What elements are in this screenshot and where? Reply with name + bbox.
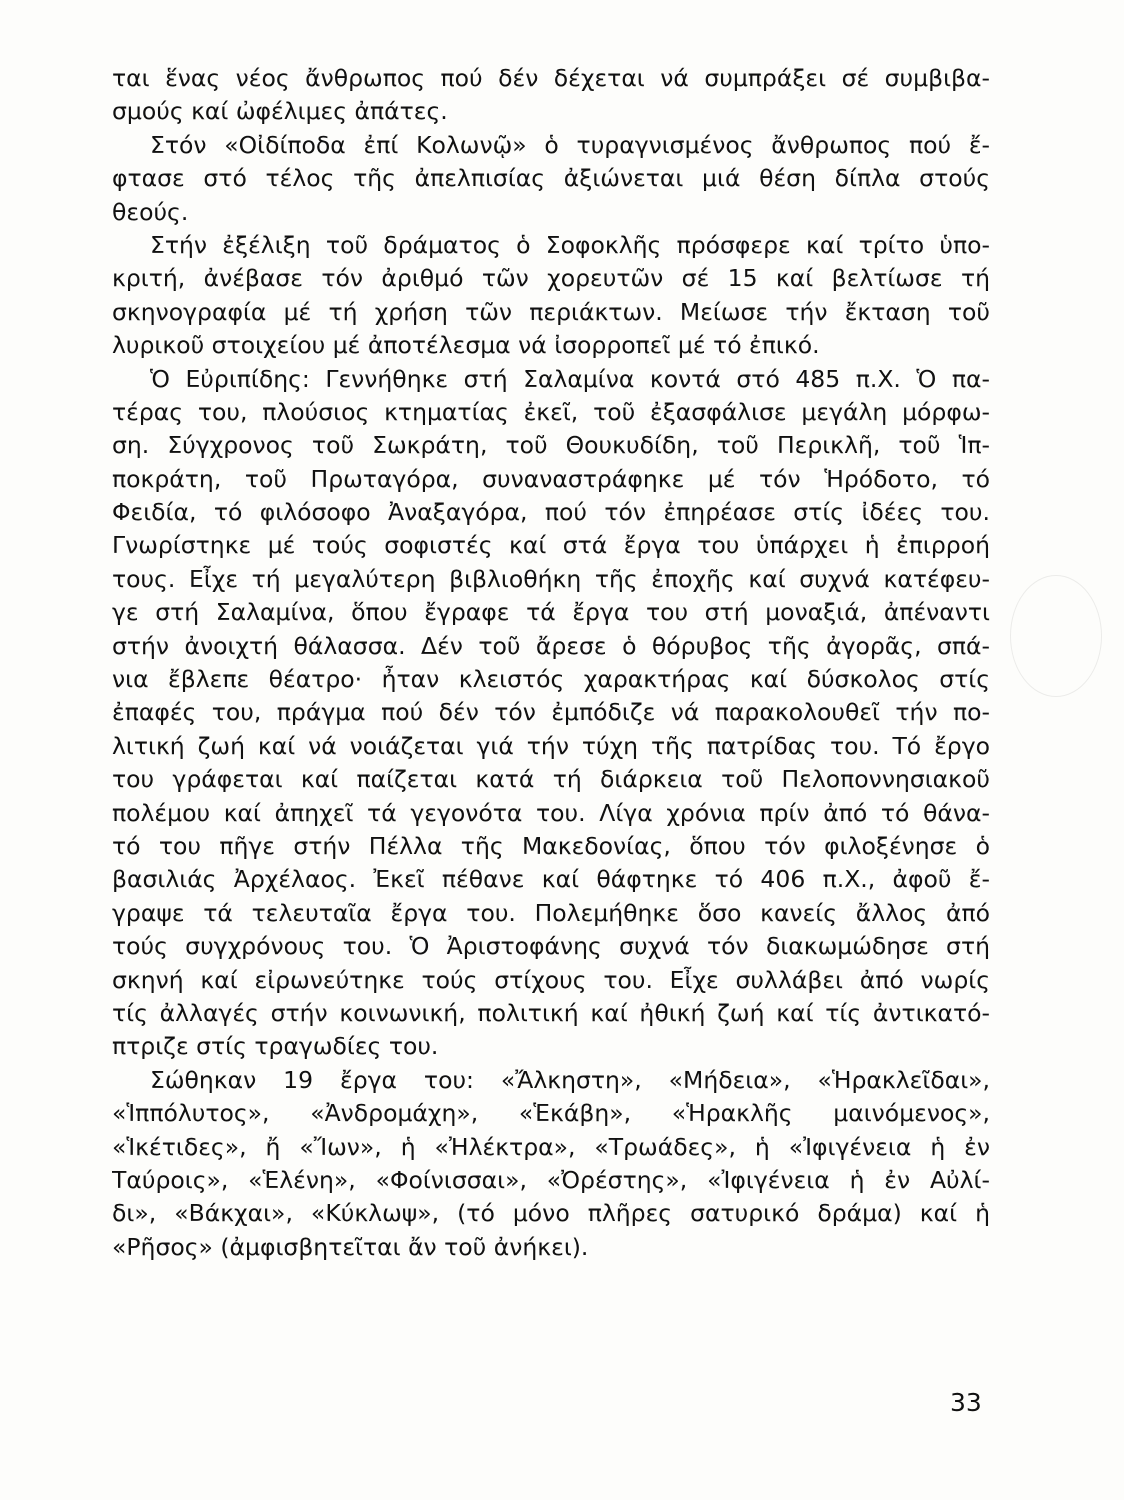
- text-line: του γράφεται καί παίζεται κατά τή διάρκεια τοῦ Πελοποννησιακοῦ: [112, 765, 990, 794]
- text-line: κριτή, ἀνέβασε τόν ἀριθμό τῶν χορευτῶν σέ 15 καί βελτίωσε τή: [112, 264, 990, 293]
- text-line: Ταύροις», «Ἑλένη», «Φοίνισσαι», «Ὀρέστης», «Ἰφιγένεια ἡ ἐν Αὐλί-: [112, 1165, 990, 1194]
- text-line: νια ἔβλεπε θέατρο· ἦταν κλειστός χαρακτήρας καί δύσκολος στίς: [112, 665, 990, 694]
- text-line: Στήν ἐξέλιξη τοῦ δράματος ὁ Σοφοκλῆς πρόσφερε καί τρίτο ὑπο-: [150, 230, 990, 259]
- text-line: Στόν «Οἰδίποδα ἐπί Κολωνῷ» ὁ τυραγνισμένος ἄνθρωπος πού ἔ-: [150, 130, 990, 159]
- text-line: τέρας του, πλούσιος κτηματίας ἐκεῖ, τοῦ ἐξασφάλισε μεγάλη μόρφω-: [112, 397, 990, 426]
- text-line: ται ἕνας νέος ἄνθρωπος πού δέν δέχεται νά συμπράξει σέ συμβιβα-: [112, 64, 990, 92]
- text-line: στήν ἀνοιχτή θάλασσα. Δέν τοῦ ἄρεσε ὁ θόρυβος τῆς ἀγορᾶς, σπά-: [112, 631, 990, 660]
- text-line: πτριζε στίς τραγωδίες του.: [112, 1032, 439, 1061]
- text-line: τους. Εἶχε τή μεγαλύτερη βιβλιοθήκη τῆς ἐποχῆς καί συχνά κατέφευ-: [112, 564, 990, 593]
- text-line: ση. Σύγχρονος τοῦ Σωκράτη, τοῦ Θουκυδίδη, τοῦ Περικλῆ, τοῦ Ἱπ-: [112, 431, 990, 460]
- text-line: πολέμου καί ἀπηχεῖ τά γεγονότα του. Λίγα χρόνια πρίν ἀπό τό θάνα-: [112, 798, 990, 827]
- text-line: Ὁ Εὐριπίδης: Γεννήθηκε στή Σαλαμίνα κοντά στό 485 π.Χ. Ὁ πα-: [150, 364, 990, 393]
- text-line: γε στή Σαλαμίνα, ὅπου ἔγραφε τά ἔργα του στή μοναξιά, ἀπέναντι: [112, 598, 990, 627]
- text-line: τούς συγχρόνους του. Ὁ Ἀριστοφάνης συχνά τόν διακωμώδησε στή: [112, 932, 990, 961]
- text-line: «Ρῆσος» (ἀμφισβητεῖται ἄν τοῦ ἀνήκει).: [112, 1232, 589, 1261]
- text-line: σκηνογραφία μέ τή χρήση τῶν περιάκτων. Μείωσε τήν ἔκταση τοῦ: [112, 297, 990, 326]
- body-text: [112, 62, 990, 1264]
- text-line: ποκράτη, τοῦ Πρωταγόρα, συναναστράφηκε μέ τόν Ἡρόδοτο, τό: [112, 464, 990, 493]
- text-line: Γνωρίστηκε μέ τούς σοφιστές καί στά ἔργα του ὑπάρχει ἡ ἐπιρροή: [112, 531, 990, 560]
- text-line: «Ἱκέτιδες», ἤ «Ἴων», ἡ «Ἠλέκτρα», «Τρωάδες», ἡ «Ἰφιγένεια ἡ ἐν: [112, 1132, 990, 1161]
- paper-stain: [1010, 575, 1102, 697]
- text-line: Σώθηκαν 19 ἔργα του: «Ἄλκηστη», «Μήδεια», «Ἡρακλεῖδαι»,: [150, 1065, 990, 1094]
- text-line: Φειδία, τό φιλόσοφο Ἀναξαγόρα, πού τόν ἐπηρέασε στίς ἰδέες του.: [112, 498, 990, 527]
- text-line: «Ἱππόλυτος», «Ἀνδρομάχη», «Ἑκάβη», «Ἡρακλῆς μαινόμενος»,: [112, 1099, 990, 1128]
- text-line: σμούς καί ὠφέλιμες ἀπάτες.: [112, 97, 448, 126]
- text-line: γραψε τά τελευταῖα ἔργα του. Πολεμήθηκε ὅσο κανείς ἄλλος ἀπό: [112, 898, 990, 927]
- text-line: λιτική ζωή καί νά νοιάζεται γιά τήν τύχη τῆς πατρίδας του. Τό ἔργο: [112, 731, 990, 760]
- page-number: 33: [950, 1388, 982, 1417]
- text-line: βασιλιάς Ἀρχέλαος. Ἐκεῖ πέθανε καί θάφτηκε τό 406 π.Χ., ἀφοῦ ἔ-: [112, 865, 990, 894]
- text-line: τό του πῆγε στήν Πέλλα τῆς Μακεδονίας, ὅπου τόν φιλοξένησε ὁ: [112, 831, 990, 860]
- text-line: φτασε στό τέλος τῆς ἀπελπισίας ἀξιώνεται μιά θέση δίπλα στούς: [112, 164, 990, 193]
- text-line: ἐπαφές του, πράγμα πού δέν τόν ἐμπόδιζε νά παρακολουθεῖ τήν πο-: [112, 698, 990, 727]
- text-line: δι», «Βάκχαι», «Κύκλωψ», (τό μόνο πλῆρες σατυρικό δράμα) καί ἡ: [112, 1199, 990, 1228]
- text-line: θεούς.: [112, 197, 189, 226]
- text-line: τίς ἀλλαγές στήν κοινωνική, πολιτική καί ἠθική ζωή καί τίς ἀντικατό-: [112, 998, 990, 1027]
- text-line: λυρικοῦ στοιχείου μέ ἀποτέλεσμα νά ἰσορροπεῖ μέ τό ἐπικό.: [112, 331, 820, 360]
- text-line: σκηνή καί εἰρωνεύτηκε τούς στίχους του. Εἶχε συλλάβει ἀπό νωρίς: [112, 965, 990, 994]
